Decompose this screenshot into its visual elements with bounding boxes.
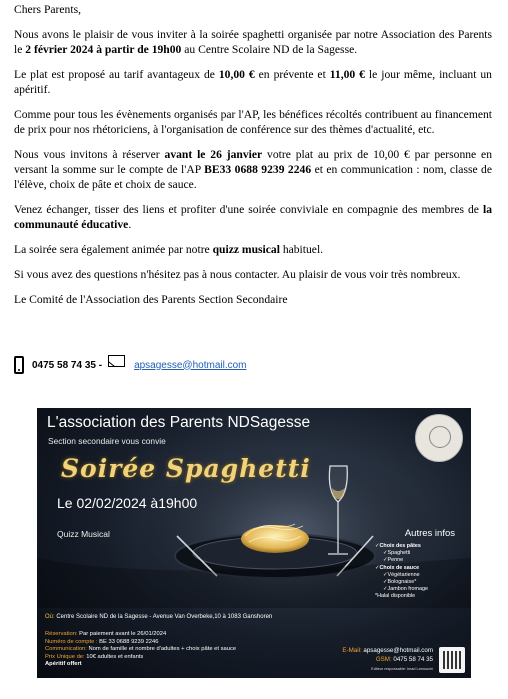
association-logo xyxy=(415,414,463,462)
email-link[interactable]: apsagesse@hotmail.com xyxy=(134,359,247,371)
paragraph-quiz: La soirée sera également animée par notre quizz musical habituel. xyxy=(14,243,324,256)
quiz-label: Quizz Musical xyxy=(57,529,110,539)
detail-row: Prix Unique de: 10€ adultes et enfants xyxy=(45,653,144,660)
info-item: ✓Choix de sauce xyxy=(375,564,420,571)
info-item: ✓Végétarienne xyxy=(383,571,420,578)
info-item: ✓Penne xyxy=(383,557,404,564)
detail-row: Numéro de compte : BE 33 0688 9239 2246 xyxy=(45,638,159,645)
phone-number: 0475 58 74 35 - xyxy=(32,359,103,371)
paragraph-questions: Si vous avez des questions n'hésitez pas à nous contacter. Au plaisir de vous voir très nombreux. xyxy=(14,268,461,281)
envelope-icon xyxy=(108,355,125,367)
info-item: ✓Bolognaise* xyxy=(383,579,417,586)
detail-row: Réservation: Par paiement avant le 26/01/2024 xyxy=(45,631,167,637)
phone-icon xyxy=(14,356,24,374)
info-item: *Halal disponible xyxy=(375,593,416,600)
contact-line xyxy=(14,354,247,376)
flyer-subtitle: Section secondaire vous convie xyxy=(48,436,166,446)
flyer-editor: Editeur responsable: Imad Lamouchi xyxy=(371,667,433,671)
info-title: Autres infos xyxy=(404,528,455,539)
detail-row: Communication: Nom de famille et nombre d'adultes + choix pâte et sauce xyxy=(45,646,237,653)
paragraph-benefits: Comme pour tous les évènements organisés par l'AP, les bénéfices récoltés contribuent au financement de prix pour nos rhétoriciens, à l'organisation de conférence sur des thèmes d'actualité, etc. xyxy=(14,108,492,136)
flyer-gsm: GSM: 0475 58 74 35 xyxy=(375,656,433,663)
detail-row: Apéritif offert xyxy=(45,661,82,668)
paragraph-reservation: Nous vous invitons à réserver avant le 26 janvier votre plat au prix de 10,00 € par personne en versant la somme sur le compte de l'AP BE33 0688 9239 2246 et en communication : nom, classe de l'élève, choix de pâte et choix de sauce. xyxy=(14,148,492,191)
info-item: ✓Choix des pâtes xyxy=(375,543,421,549)
event-flyer xyxy=(37,408,471,678)
flyer-title: L'association des Parents NDSagesse xyxy=(47,414,311,431)
event-details xyxy=(45,631,236,669)
paragraph-price: Le plat est proposé au tarif avantageux de 10,00 € en prévente et 11,00 € le jour même, incluant un apéritif. xyxy=(14,68,492,96)
info-item: ✓Spaghetti xyxy=(383,550,411,557)
greeting: Chers Parents, xyxy=(14,3,81,16)
qr-code xyxy=(439,647,465,673)
info-list xyxy=(375,543,447,601)
letter-body xyxy=(14,2,492,317)
info-item: ✓Jambon fromage xyxy=(383,586,428,593)
paragraph-community: Venez échanger, tisser des liens et profiter d'une soirée conviviale en compagnie des membres de la communauté éducative. xyxy=(14,203,492,231)
flyer-email: E-Mail: apsagesse@hotmail.com xyxy=(342,647,433,654)
venue-address: Où: Centre Scolaire ND de la Sagesse - Avenue Van Overbeke,10 à 1083 Ganshoren xyxy=(45,614,273,620)
signature: Le Comité de l'Association des Parents Section Secondaire xyxy=(14,293,288,306)
event-name: Soirée Spaghetti xyxy=(61,454,311,483)
event-date: Le 02/02/2024 à19h00 xyxy=(57,495,198,511)
paragraph-invitation: Nous avons le plaisir de vous inviter à la soirée spaghetti organisée par notre Association des Parents le 2 février 2024 à partir de 19h00 au Centre Scolaire ND de la Sagesse. xyxy=(14,28,492,56)
